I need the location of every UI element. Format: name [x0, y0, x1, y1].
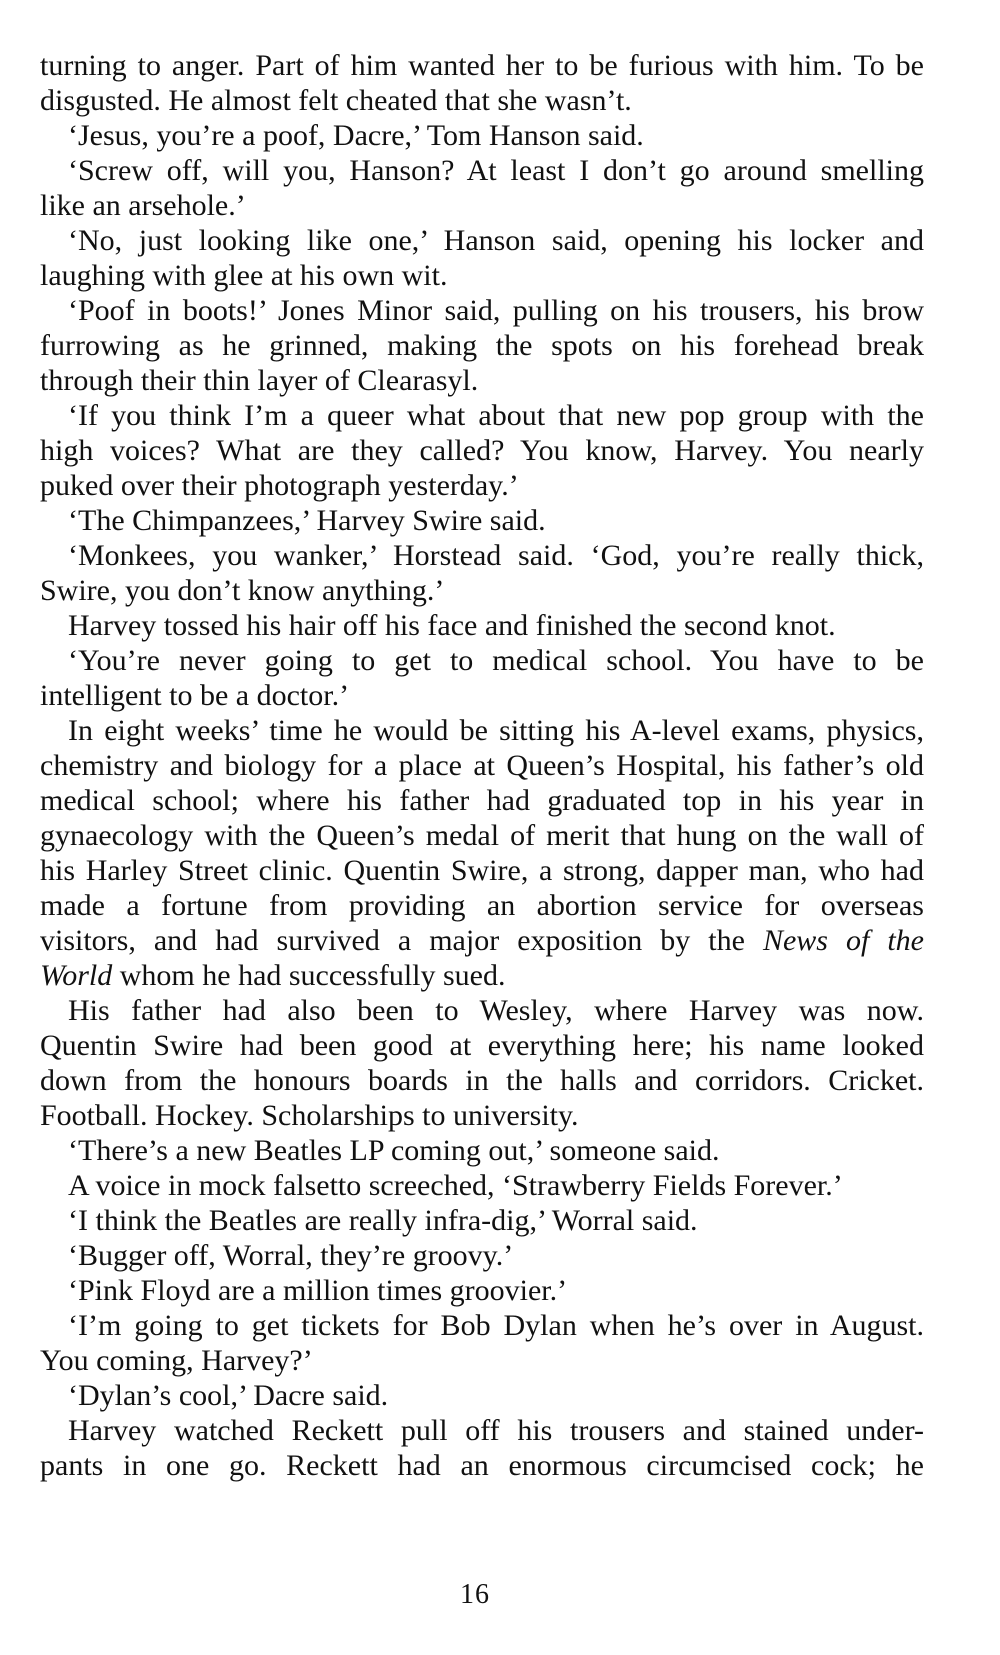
- text-line: [40, 1238, 924, 1273]
- text-line-content: Football. Hockey. Scholarships to university.: [40, 1099, 579, 1132]
- italic-title: World: [40, 959, 113, 992]
- text-line-content: ‘If you think I’m a queer what about that new pop group with the: [68, 399, 924, 432]
- text-line: [40, 573, 924, 608]
- text-line-content: visitors, and had survived a major exposition by the: [40, 924, 745, 957]
- text-line-content: intelligent to be a doctor.’: [40, 679, 350, 712]
- text-line: [40, 1308, 924, 1343]
- text-line: [40, 1028, 924, 1063]
- text-line-content: ‘I’m going to get tickets for Bob Dylan when he’s over in August.: [68, 1309, 924, 1342]
- text-line-content: ‘Screw off, will you, Hanson? At least I don’t go around smelling: [68, 154, 924, 187]
- text-line-content: like an arsehole.’: [40, 189, 246, 222]
- text-line-content: Harvey watched Reckett pull off his trousers and stained under-: [68, 1414, 924, 1447]
- text-line: [40, 223, 924, 258]
- text-line-content: down from the honours boards in the halls and corridors. Cricket.: [40, 1064, 924, 1097]
- text-line: [40, 188, 924, 223]
- text-line-content: puked over their photograph yesterday.’: [40, 469, 519, 502]
- text-line: [40, 608, 924, 643]
- text-line: [40, 1448, 924, 1483]
- text-line: [40, 1133, 924, 1168]
- text-line: [40, 643, 924, 678]
- text-line-content: gynaecology with the Queen’s medal of merit that hung on the wall of: [40, 819, 924, 852]
- text-line: [40, 923, 924, 958]
- text-line: [40, 748, 924, 783]
- text-line: [40, 83, 924, 118]
- text-line: [40, 1168, 924, 1203]
- text-line: [40, 433, 924, 468]
- text-line-content: A voice in mock falsetto screeched, ‘Strawberry Fields Forever.’: [68, 1169, 843, 1202]
- text-line-content: laughing with glee at his own wit.: [40, 259, 448, 292]
- text-line: [40, 258, 924, 293]
- text-line: [40, 538, 924, 573]
- text-line-content: disgusted. He almost felt cheated that she wasn’t.: [40, 84, 632, 117]
- text-line: [40, 853, 924, 888]
- text-line-content: whom he had successfully sued.: [119, 959, 506, 992]
- text-line: [40, 118, 924, 153]
- text-line: [40, 1063, 924, 1098]
- text-line: [40, 468, 924, 503]
- text-line-content: ‘Poof in boots!’ Jones Minor said, pulling on his trousers, his brow: [68, 294, 924, 327]
- text-line: [40, 993, 924, 1028]
- text-line-content: ‘You’re never going to get to medical school. You have to be: [68, 644, 924, 677]
- page-number: 16: [460, 1579, 490, 1610]
- text-line-content: ‘Monkees, you wanker,’ Horstead said. ‘God, you’re really thick,: [68, 539, 924, 572]
- text-line-content: his Harley Street clinic. Quentin Swire, a strong, dapper man, who had: [40, 854, 924, 887]
- text-line: [40, 1378, 924, 1413]
- text-line: [40, 1273, 924, 1308]
- text-line-content: chemistry and biology for a place at Queen’s Hospital, his father’s old: [40, 749, 924, 782]
- italic-title: News of the: [762, 924, 924, 957]
- text-line: [40, 678, 924, 713]
- text-line-content: through their thin layer of Clearasyl.: [40, 364, 479, 397]
- text-line-content: ‘Pink Floyd are a million times groovier.’: [68, 1274, 568, 1307]
- text-line-content: ‘Bugger off, Worral, they’re groovy.’: [68, 1239, 514, 1272]
- text-line-content: ‘No, just looking like one,’ Hanson said, opening his locker and: [68, 224, 924, 257]
- text-line-content: ‘Dylan’s cool,’ Dacre said.: [68, 1379, 389, 1412]
- text-line-content: turning to anger. Part of him wanted her to be furious with him. To be: [40, 49, 924, 82]
- text-line: [40, 1098, 924, 1133]
- text-line: [40, 293, 924, 328]
- text-line: [40, 48, 924, 83]
- text-line-content: furrowing as he grinned, making the spots on his forehead break: [40, 329, 924, 362]
- text-line-content: ‘The Chimpanzees,’ Harvey Swire said.: [68, 504, 546, 537]
- text-line-content: Harvey tossed his hair off his face and finished the second knot.: [68, 609, 836, 642]
- text-line: [40, 1203, 924, 1238]
- text-line: [40, 783, 924, 818]
- text-line-content: ‘I think the Beatles are really infra-dig,’ Worral said.: [68, 1204, 698, 1237]
- text-line-content: His father had also been to Wesley, where Harvey was now.: [68, 994, 924, 1027]
- text-line-content: Quentin Swire had been good at everything here; his name looked: [40, 1029, 924, 1062]
- text-line: [40, 153, 924, 188]
- text-line: [40, 503, 924, 538]
- text-line-content: made a fortune from providing an abortion service for overseas: [40, 889, 924, 922]
- text-line: [40, 328, 924, 363]
- text-line: [40, 363, 924, 398]
- text-line-content: You coming, Harvey?’: [40, 1344, 313, 1377]
- text-line-content: high voices? What are they called? You know, Harvey. You nearly: [40, 434, 924, 467]
- text-line-content: Swire, you don’t know anything.’: [40, 574, 445, 607]
- text-line-content: medical school; where his father had graduated top in his year in: [40, 784, 924, 817]
- text-line: [40, 1343, 924, 1378]
- text-line: [40, 818, 924, 853]
- text-line-content: ‘Jesus, you’re a poof, Dacre,’ Tom Hanson said.: [68, 119, 644, 152]
- text-line-content: pants in one go. Reckett had an enormous circumcised cock; he: [40, 1449, 924, 1482]
- text-line: [40, 958, 924, 993]
- text-line-content: In eight weeks’ time he would be sitting his A-level exams, physics,: [68, 714, 924, 747]
- text-line-content: ‘There’s a new Beatles LP coming out,’ someone said.: [68, 1134, 720, 1167]
- text-line: [40, 713, 924, 748]
- book-page-body: [40, 48, 924, 1483]
- text-line: [40, 398, 924, 433]
- text-line: [40, 888, 924, 923]
- text-line: [40, 1413, 924, 1448]
